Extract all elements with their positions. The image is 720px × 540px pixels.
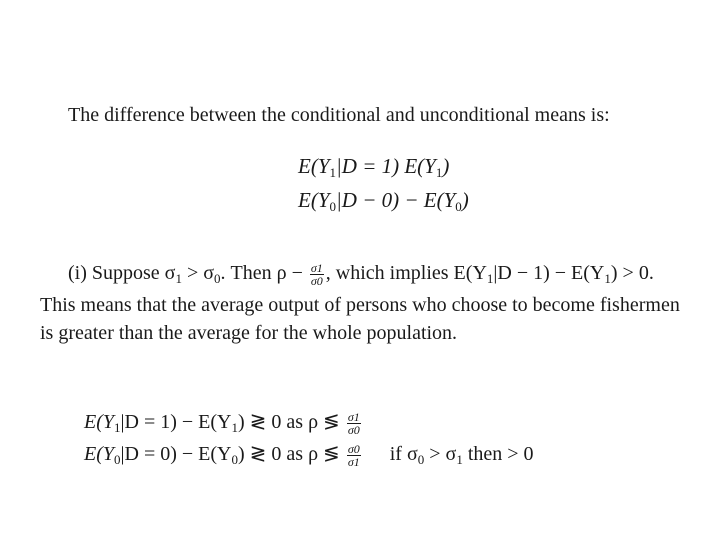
condition-text: if σ [389, 443, 418, 465]
display-equation-row-1: $E(Y_1|D = 1)$ $E(Y_1)$ [298, 154, 450, 180]
paragraph-line-1: (i) Suppose $\sigma_1 > \sigma_0$. Then ρ − $\frac{\sigma 1}{\sigma 0}$ , which implies $E(Y_1|D - 1) - E(Y_1) > 0$. [68, 261, 654, 288]
fraction-sigma1-over-sigma0: $\frac{\sigma 1}{\sigma 0}$ [310, 261, 323, 288]
paragraph-line-3: is greater than the average for the whole population. [40, 322, 458, 344]
bottom-equation-row-1: $E(Y_1|D = 1) - E(Y_1)$ ≷ 0 as ρ ≶ $\frac{\sigma 1}{\sigma 0}$ [84, 409, 360, 437]
intro-text: The difference between the conditional and unconditional means is: [68, 104, 610, 126]
fraction-sigma1-over-sigma0-bottom: $\frac{\sigma 1}{\sigma 0}$ [347, 409, 360, 437]
display-equation-row-2: $E(Y_0|D - 0) - E(Y_0)$ [298, 188, 469, 214]
paragraph-line-2: This means that the average output of persons who choose to become fishermen [40, 294, 680, 316]
bottom-equation-row-2: $E(Y_0|D = 0) - E(Y_0)$ ≷ 0 as ρ ≶ $\frac{\sigma 0}{\sigma 1}$ if $\sigma_0 > \sigma_1$ then > 0 [84, 441, 534, 469]
fraction-sigma0-over-sigma1: $\frac{\sigma 0}{\sigma 1}$ [347, 441, 360, 469]
